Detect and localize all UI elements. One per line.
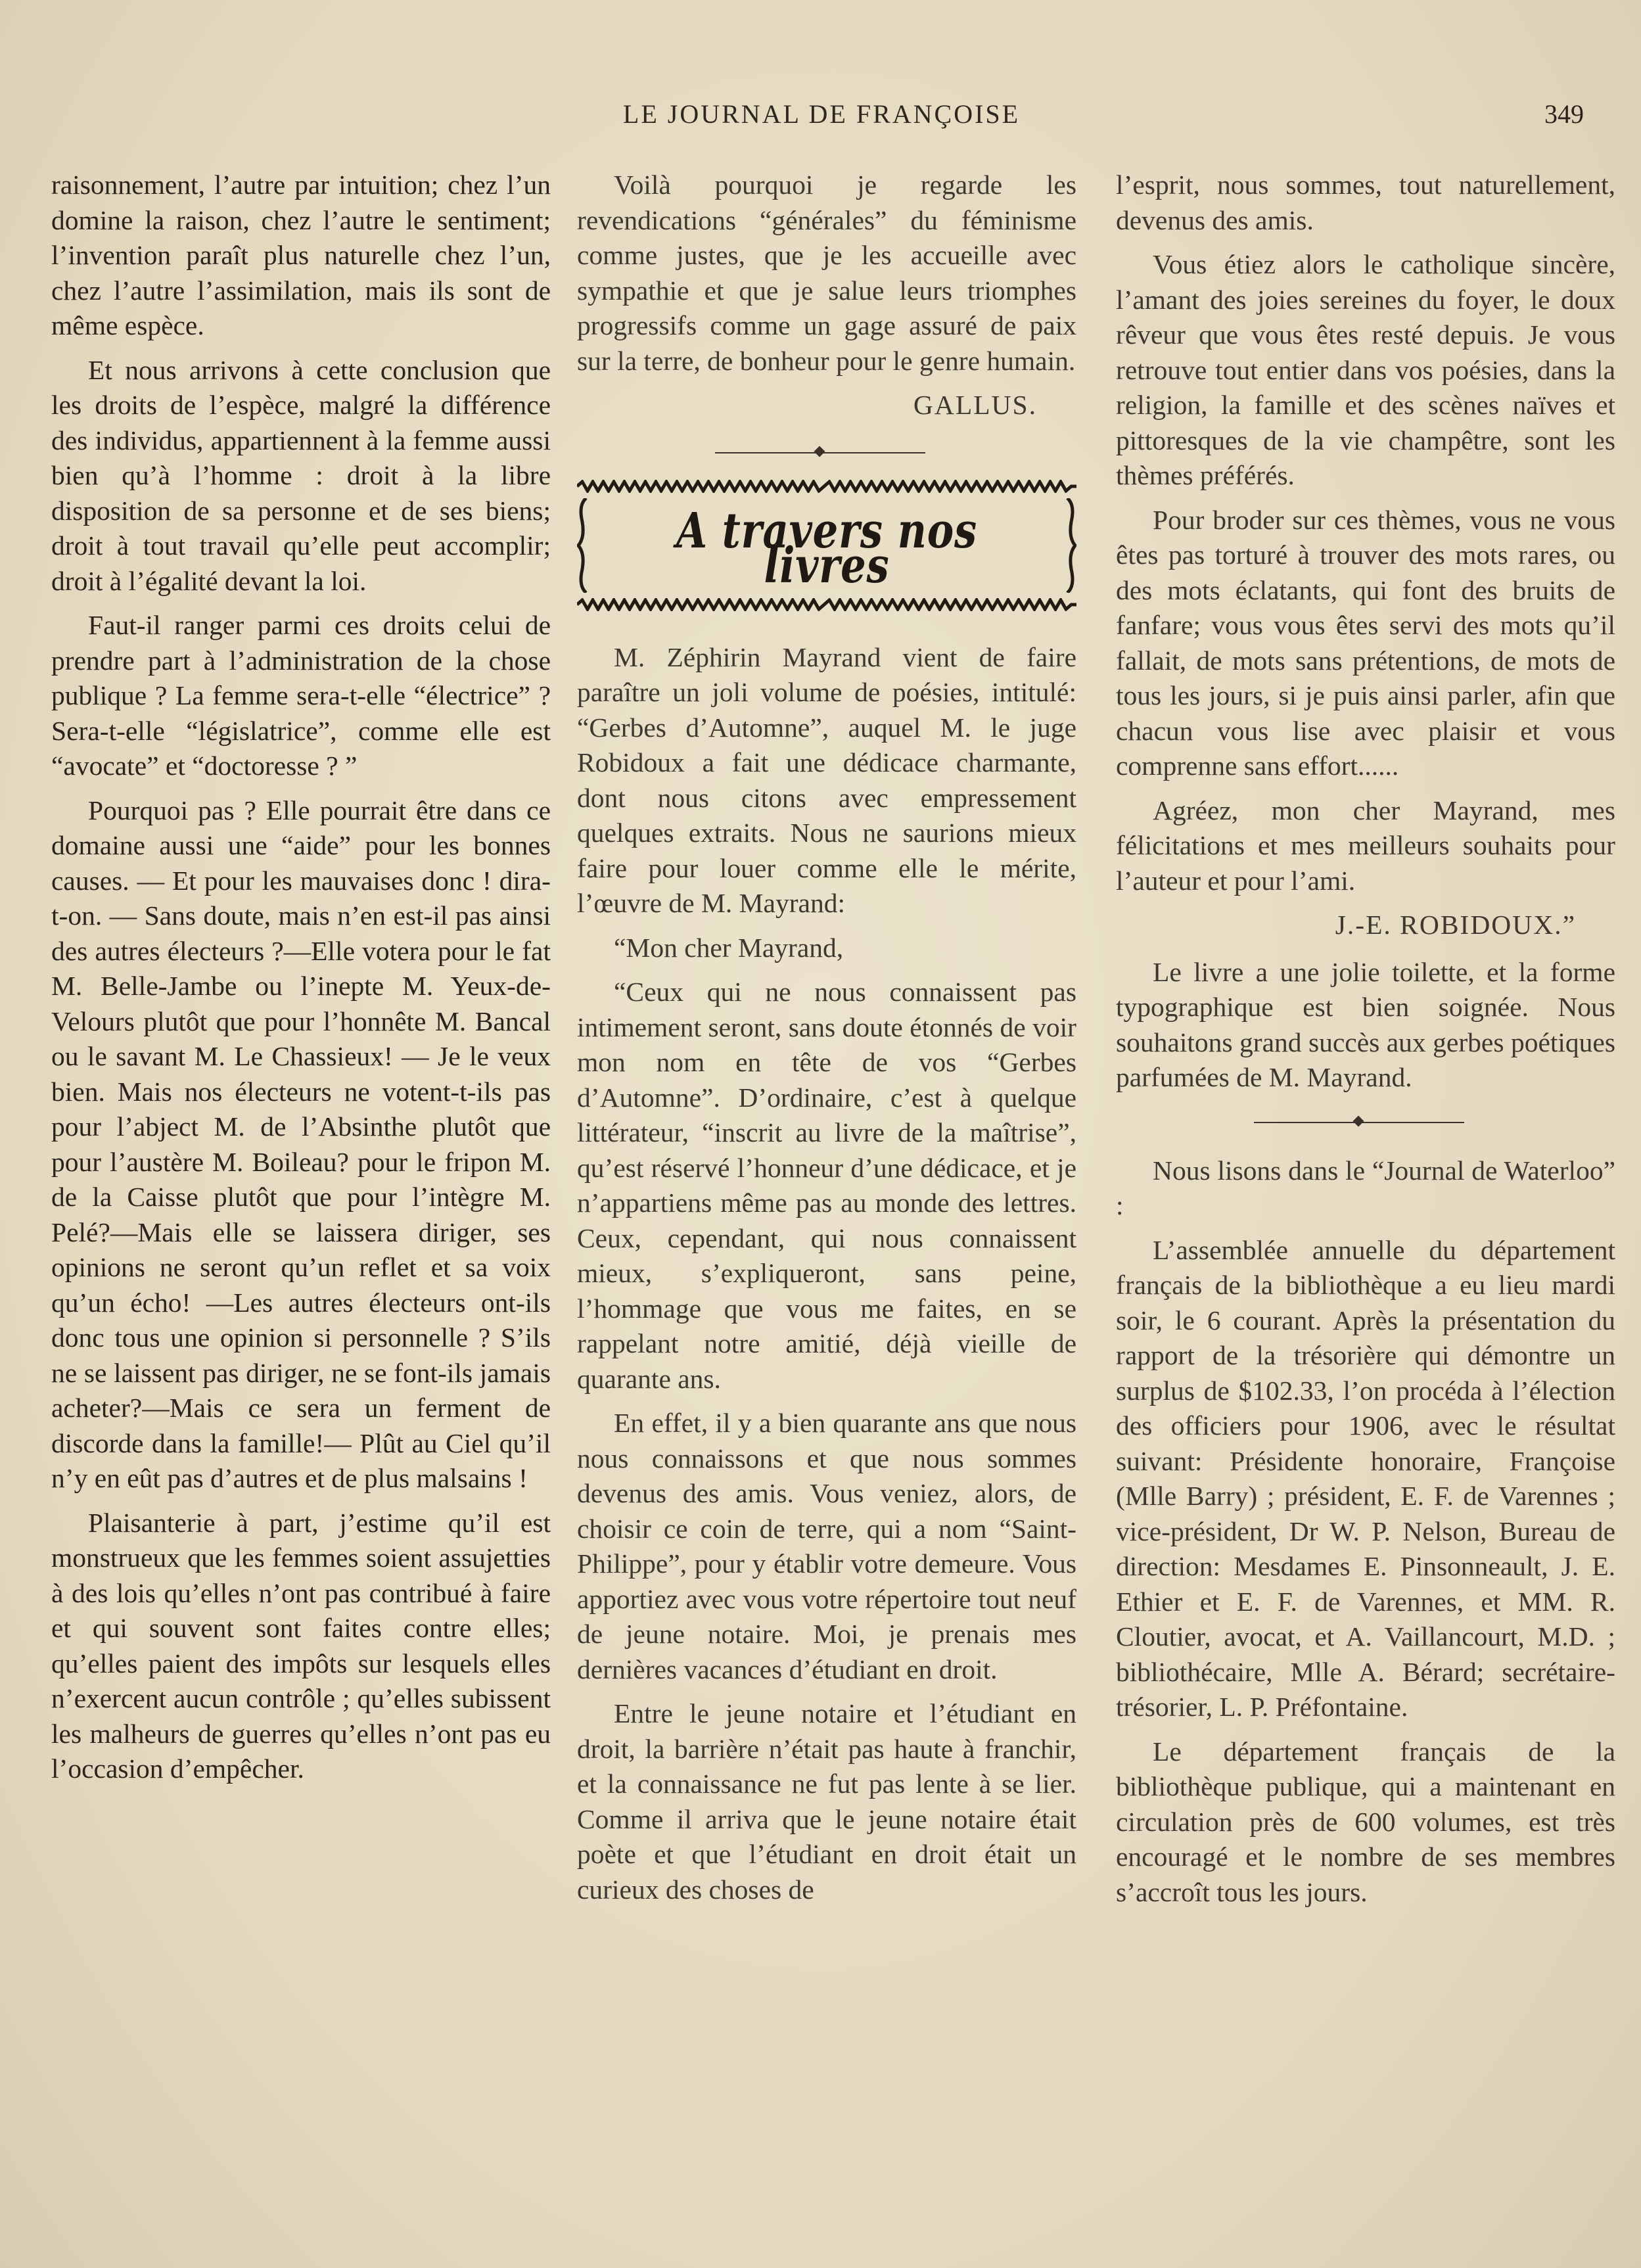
signature-robidoux: J.-E. ROBIDOUX.” [1335,910,1576,940]
zigzag-border-icon [577,598,1076,611]
paragraph: “Ceux qui ne nous connaissent pas intimement seront, sans doute étonnés de voir mon nom en tête de vos “Gerbes d’Automne”. D’ordinaire, c’est à quelque littérateur, “inscrit au livre de la maîtrise”, qu’est réservé l’honneur d’une dédicace, et je n’appartiens même pas au monde des lettres. Ceux, cependant, qui nous connaissent mieux, s’expliqueront, sans peine, l’hommage que vous me faites, en se rappelant notre amitié, déjà vieille de quarante ans. [577,977,1076,1394]
paragraph: M. Zéphirin Mayrand vient de faire paraître un joli volume de poésies, intitulé: “Gerbes d’Automne”, auquel M. le juge Robidoux a fait une dédicace charmante, dont nous citons avec empressement quelques extraits. Nous ne saurions mieux faire pour louer comme elle le mérite, l’œuvre de M. Mayrand: [577,641,1076,918]
paragraph: “Mon cher Mayrand, [614,932,844,963]
paragraph: Faut-il ranger parmi ces droits celui de prendre part à l’administration de la chose publique ? La femme sera-t-elle “électrice” ? Sera-t-elle “législatrice”, comme elle est “avocate” et “doctoresse ? ” [51,610,551,781]
paragraph: Voilà pourquoi je regarde les revendications “générales” du féminisme comme justes, que je les accueille avec sympathie et que je salue leurs triomphes progressifs comme un gage assuré de paix sur la terre, de bonheur pour le genre humain. [577,170,1076,376]
paragraph: Pour broder sur ces thèmes, vous ne vous êtes pas torturé à trouver des mots rares, ou des mots éclatants, qui font des bruits de fanfare; vous vous êtes servi des mots qu’il fallait, de mots sans prétentions, de mots de tous les jours, si je puis ainsi parler, afin que chacun vous lise avec plaisir et vous comprenne sans effort...... [1116,504,1615,781]
diamond-ornament-icon [814,446,825,457]
ornamental-rule [1116,1113,1615,1132]
zigzag-border-icon [577,480,1076,493]
left-bracket-icon [577,498,589,593]
section-banner [577,480,1076,611]
paragraph: Nous lisons dans le “Journal de Waterloo” : [1116,1155,1615,1220]
column-2 [577,168,1076,1916]
signature-gallus: GALLUS. [913,390,1037,420]
paragraph: l’esprit, nous sommes, tout naturellement, devenus des amis. [1116,170,1615,235]
diamond-ornament-icon [1353,1115,1364,1126]
paragraph: Plaisanterie à part, j’estime qu’il est monstrueux que les femmes soient assujetties à des lois qu’elles n’ont pas contribué à faire et qui souvent sont faites contre elles; qu’elles paient des impôts sur lesquels elles n’exercent aucun contrôle ; qu’elles subissent les malheurs de guerres qu’elles n’ont pas eu l’occasion d’empêcher. [51,1507,551,1784]
paragraph: Le livre a une jolie toilette, et la forme typographique est bien soignée. Nous souhaitons grand succès aux gerbes poétiques parfumées de M. Mayrand. [1116,956,1615,1092]
paragraph: Et nous arrivons à cette conclusion que les droits de l’espèce, malgré la différence des individus, appartiennent à la femme aussi bien qu’à l’homme : droit à la libre disposition de sa personne et de ses biens; droit à tout travail qu’elle peut accomplir; droit à l’égalité devant la loi. [51,354,551,596]
paragraph: Entre le jeune notaire et l’étudiant en droit, la barrière n’était pas haute à franchir, et la connaissance ne fut pas lente à se lier. Comme il arriva que le jeune notaire était poète et que l’étudiant en droit était un curieux des choses de [577,1698,1076,1905]
paragraph: raisonnement, l’autre par intuition; chez l’un domine la raison, chez l’autre le sentiment; l’invention paraît plus naturelle chez l’un, chez l’autre l’assimilation, mais ils sont de même espèce. [51,170,551,340]
paragraph: Le département français de la bibliothèque publique, qui a maintenant en circulation près de 600 volumes, est très encouragé et le nombre de ses membres s’accroît tous les jours. [1116,1736,1615,1907]
paragraph: Vous étiez alors le catholique sincère, l’amant des joies sereines du foyer, le doux rêveur que vous êtes resté depuis. Je vous retrouve tout entier dans vos poésies, dans la religion, la famille et des scènes naïves et pittoresques de la vie champêtre, sont les thèmes préférés. [1116,249,1615,490]
paragraph: En effet, il y a bien quarante ans que nous nous connaissons et que nous sommes devenus des amis. Vous veniez, alors, de choisir ce coin de terre, qui a nom “Saint-Philippe”, pour y établir votre demeure. Vous apportiez avec vous votre répertoire tout neuf de jeune notaire. Moi, je prenais mes dernières vacances d’étudiant en droit. [577,1408,1076,1684]
column-3 [1116,168,1615,1919]
paragraph: Pourquoi pas ? Elle pourrait être dans ce domaine aussi une “aide” pour les bonnes causes. — Et pour les mauvaises donc ! dira-t-on. — Sans doute, mais n’en est-il pas ainsi des autres électeurs ?—Elle votera pour le fat M. Belle-Jambe ou l’inepte M. Yeux-de-Velours plutôt que pour l’honnête M. Bancal ou le savant M. Le Chassieux! — Je le veux bien. Mais nos électeurs ne votent-t-ils pas pour l’abject M. de l’Absinthe plutôt que pour l’austère M. Boileau? pour le fripon M. de la Caisse plutôt que pour l’intègre M. Pelé?—Mais elle se laissera diriger, ses opinions ne seront qu’un reflet et sa voix qu’un écho! —Les autres électeurs ont-ils donc tous une opinion si personnelle ? S’ils ne se laissent pas diriger, ne se font-ils jamais acheter?—Mais ce sera un ferment de discorde dans la famille!— Plût au Ciel qu’il n’y en eût pas d’autres et de plus malsains ! [51,795,551,1493]
right-bracket-icon [1065,498,1076,593]
ornamental-rule [577,443,1076,463]
section-title: A travers nos livres [676,502,978,594]
paragraph: Agréez, mon cher Mayrand, mes félicitations et mes meilleurs souhaits pour l’auteur et pour l’ami. [1116,795,1615,896]
page-number: 349 [1544,99,1584,129]
running-title: LE JOURNAL DE FRANÇOISE [622,99,1021,129]
paragraph: L’assemblée annuelle du département français de la bibliothèque a eu lieu mardi soir, le 6 courant. Après la présentation du rapport de la trésorière qui démontre un surplus de $102.33, l’on procéda à l’élection des officiers pour 1906, avec le résultat suivant: Présidente honoraire, Françoise (Mlle Barry) ; président, E. F. de Varennes ; vice-président, Dr W. P. Nelson, Bureau de direction: Mesdames E. Pinsonneault, J. E. Ethier et E. F. de Varennes, et MM. R. Cloutier, avocat, et A. Vaillancourt, M.D. ; bibliothécaire, Mlle A. Bérard; secrétaire-trésorier, L. P. Préfontaine. [1116,1234,1615,1722]
page-header [53,99,1590,145]
column-1 [51,168,551,1796]
